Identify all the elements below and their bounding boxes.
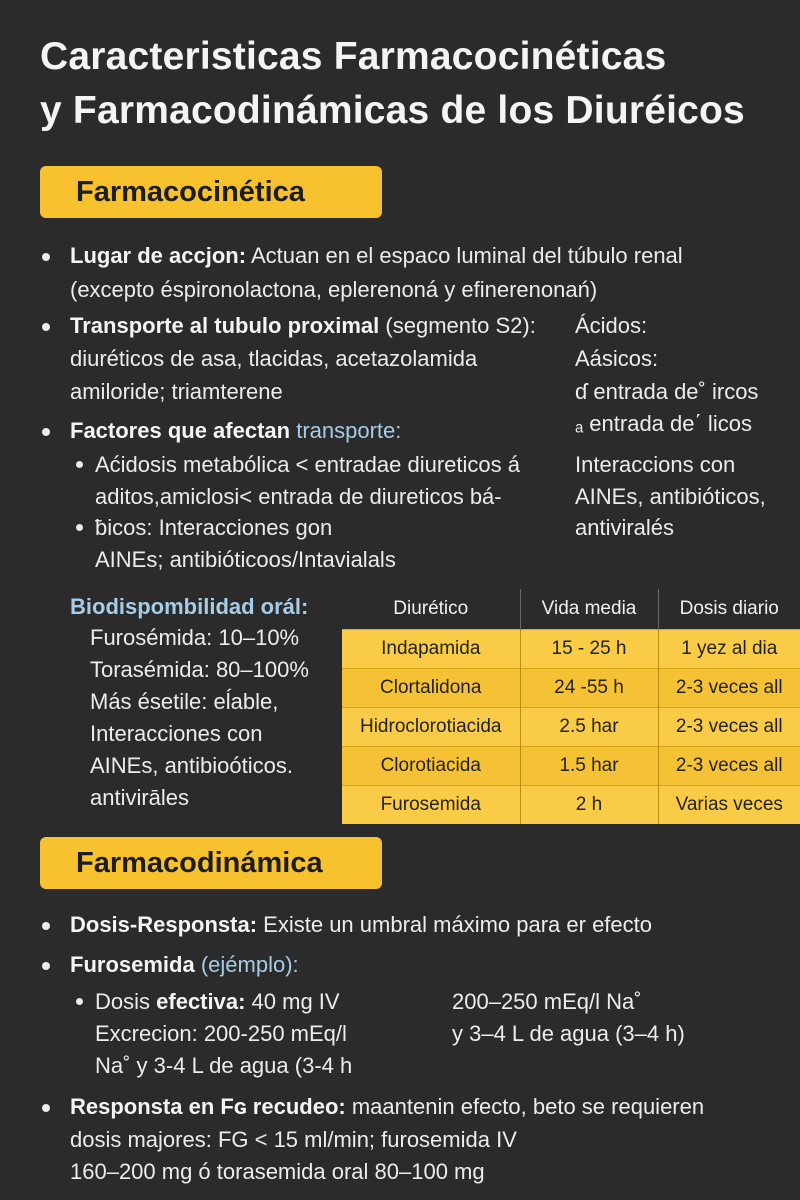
table-header-cell: Dosis diario (658, 589, 800, 630)
excrecion-line: Excrecion: 200-250 mEq/l (95, 1021, 347, 1046)
table-cell: Clortalidona (342, 669, 520, 708)
furosemida-blue: (ejémplo): (200, 952, 299, 977)
agua-line: Na˚ y 3-4 L de agua (3-4 h (95, 1053, 353, 1078)
respuesta-label: Responsta en Fɢ recudeo: (70, 1094, 346, 1119)
factores-blue: transporte: (296, 418, 402, 443)
sub-bullet-dot (76, 461, 83, 468)
lugar-label: Lugar de accjon: (70, 243, 247, 268)
transporte-label: Transporte al tubulo proximal (70, 313, 380, 338)
table-cell: Furosemida (342, 786, 520, 825)
bio-line: Torasémida: 80–100% (90, 657, 309, 682)
entrada-line-2: ₐ entrada de΄ licos (575, 411, 752, 436)
bullet-dot (42, 323, 50, 331)
table-cell: 1 yez al dia (658, 630, 800, 669)
table-cell: Varias veces (658, 786, 800, 825)
bullet-dot (42, 962, 50, 970)
table-header-cell: Diurético (342, 589, 520, 630)
efectiva-label: efectiva: (156, 989, 246, 1014)
page-title (40, 30, 800, 138)
lugar-line (70, 240, 683, 271)
table-cell: 15 - 25 h (520, 630, 658, 669)
farmacocinetica-header: Farmacocinética (40, 166, 382, 218)
interacciones-line-2: AINEs, antibióticos, (575, 484, 766, 509)
table-header-row (342, 589, 800, 630)
table-row (342, 708, 800, 747)
transporte-text: (segmento S2): (385, 313, 536, 338)
table-cell: 2-3 veces all (658, 708, 800, 747)
table-cell: Hidroclorotiacida (342, 708, 520, 747)
lugar-text-2: (excepto éspironolactona, eplerenoná y efinerenonań) (70, 277, 598, 302)
efectiva-text: 40 mg IV (251, 989, 340, 1014)
table-cell: 2 h (520, 786, 658, 825)
efectiva-pre: Dosis (95, 989, 151, 1014)
bio-line: Más ésetile: eĺable, (90, 689, 279, 714)
sub2-line-1: ƀicos: Interacciones gon (95, 515, 333, 540)
lugar-text: Actuan en el espaco luminal del túbulo renal (250, 243, 683, 268)
table-cell: Clorotiacida (342, 747, 520, 786)
dosis-text: Existe un umbral máximo para er efecto (263, 912, 653, 937)
factores-line (70, 415, 401, 446)
table-row (342, 786, 800, 825)
furosemida-line (70, 949, 299, 980)
bullet-dot (42, 428, 50, 436)
entrada-line-1: ɗ entrada de˚ ircos (575, 379, 759, 404)
bio-line: antivirāles (90, 785, 190, 810)
biodisponibilidad-label: Biodispombilidad orál: (70, 594, 309, 619)
table-cell: 2-3 veces all (658, 747, 800, 786)
farmacodinamica-header: Farmacodinámica (40, 837, 382, 889)
transporte-line-3: amiloride; triamterene (70, 379, 283, 404)
table-row (342, 747, 800, 786)
sub2-line-2: AINEs; antibióticoos/Intavialals (95, 547, 396, 572)
furosemida-label: Furosemida (70, 952, 195, 977)
respuesta-line-2: dosis majores: FG < 15 ml/min; furosemida IV (70, 1127, 517, 1152)
title-line-2: y Farmacodinámicas de los Diuréicos (40, 89, 745, 132)
interacciones-line-1: Interaccions con (575, 452, 736, 477)
table-cell: Indapamida (342, 630, 520, 669)
table-row (342, 630, 800, 669)
dosis-label: Dosis-Responsta: (70, 912, 258, 937)
diuretic-table (342, 589, 800, 824)
title-line-1: Caracteristicas Farmacocinéticas (40, 35, 667, 78)
respuesta-text: maantenin efecto, beto se requieren (351, 1094, 705, 1119)
bio-line: Furosémida: 10–10% (90, 625, 300, 650)
table-cell: 24 -55 h (520, 669, 658, 708)
acidos-label: Ácidos: (575, 313, 648, 338)
right-agua-line: y 3–4 L de agua (3–4 h) (452, 1021, 685, 1046)
respuesta-fg-line (70, 1091, 704, 1122)
basicos-label: Aásicos: (575, 346, 659, 371)
sub-bullet-dot (76, 524, 83, 531)
table-cell: 2-3 veces all (658, 669, 800, 708)
bullet-dot (42, 922, 50, 930)
table-cell: 1.5 har (520, 747, 658, 786)
sub1-line-2: aditos,amiclosi< entrada de diureticos bá- (95, 484, 502, 509)
transporte-line (70, 310, 536, 341)
dosis-respuesta-line (70, 909, 652, 940)
table-header-cell: Vida media (520, 589, 658, 630)
factores-label: Factores que afectan (70, 418, 291, 443)
bio-line: Interacciones con (90, 721, 263, 746)
sub-bullet-dot (76, 998, 83, 1005)
bio-line: AINEs, antibioóticos. (90, 753, 293, 778)
transporte-line-2: diuréticos de asa, tlacidas, acetazolamida (70, 346, 478, 371)
respuesta-line-3: 160–200 mg ó torasemida oral 80–100 mg (70, 1159, 485, 1184)
sub1-line-1: Aćidosis metabólica < entradae diureticos á (95, 452, 520, 477)
bullet-dot (42, 253, 50, 261)
interacciones-line-3: antiviralés (575, 515, 675, 540)
table-cell: 2.5 har (520, 708, 658, 747)
table-row (342, 669, 800, 708)
efectiva-line (95, 986, 340, 1017)
right-excrecion-line: 200–250 mEq/l Na˚ (452, 989, 642, 1014)
bullet-dot (42, 1104, 50, 1112)
